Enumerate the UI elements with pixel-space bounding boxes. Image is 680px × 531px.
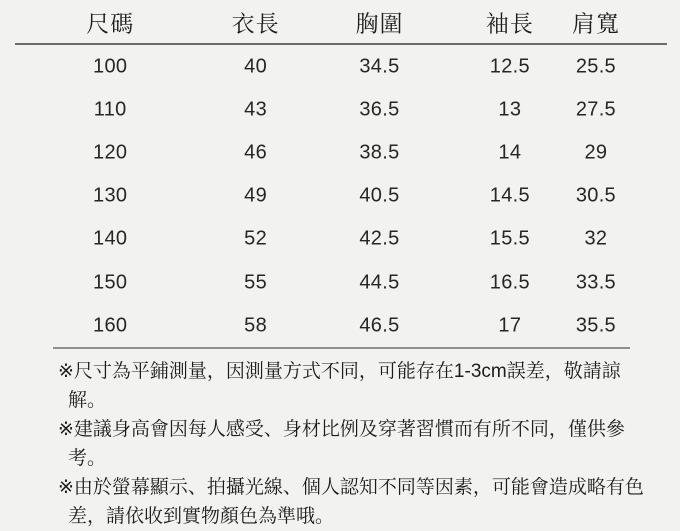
table-cell: 15.5 (489, 227, 530, 250)
table-cell: 32 (584, 227, 608, 250)
table-cell: 140 (93, 227, 128, 250)
table-cell: 35.5 (575, 314, 616, 337)
table-cell: 14 (498, 141, 522, 164)
disclaimer-notes (58, 357, 654, 531)
table-cell: 52 (244, 227, 268, 250)
table-cell: 46.5 (359, 314, 400, 337)
table-row (15, 218, 667, 261)
note-measurement-tolerance: ※尺寸為平鋪測量，因測量方式不同，可能存在1-3cm誤差，敬請諒解。 (58, 361, 621, 411)
table-cell: 130 (93, 184, 128, 207)
header-sleeve: 袖長 (485, 10, 534, 36)
table-row (15, 131, 667, 174)
table-cell: 25.5 (575, 55, 616, 78)
table-cell: 40 (244, 55, 268, 78)
table-cell: 49 (244, 184, 268, 207)
size-chart-table (15, 0, 667, 347)
table-cell: 44.5 (359, 271, 400, 294)
table-row (15, 304, 667, 347)
table-cell: 120 (93, 141, 128, 164)
table-cell: 13 (498, 98, 522, 121)
header-length: 衣長 (231, 10, 280, 36)
header-chest: 胸圍 (355, 10, 404, 36)
table-cell: 30.5 (575, 184, 616, 207)
note-color-difference: ※由於螢幕顯示、拍攝光線、個人認知不同等因素，可能會造成略有色差，請依收到實物顏色為準哦。 (58, 477, 644, 527)
table-cell: 29 (584, 141, 608, 164)
table-cell: 100 (93, 55, 128, 78)
table-cell: 27.5 (575, 98, 616, 121)
table-cell: 40.5 (359, 184, 400, 207)
table-cell: 34.5 (359, 55, 400, 78)
table-header-row (15, 0, 667, 45)
table-row (15, 175, 667, 218)
table-cell: 36.5 (359, 98, 400, 121)
table-row (15, 45, 667, 88)
table-cell: 160 (93, 314, 128, 337)
table-cell: 55 (244, 271, 268, 294)
table-cell: 43 (244, 98, 268, 121)
table-row (15, 88, 667, 131)
table-cell: 46 (244, 141, 268, 164)
table-cell: 110 (93, 98, 127, 121)
table-cell: 12.5 (489, 55, 530, 78)
table-cell: 38.5 (359, 141, 400, 164)
header-size: 尺碼 (86, 10, 135, 36)
table-cell: 14.5 (489, 184, 530, 207)
table-cell: 16.5 (489, 271, 530, 294)
table-cell: 150 (93, 271, 128, 294)
table-bottom-divider (53, 347, 630, 349)
table-row (15, 261, 667, 304)
table-cell: 58 (244, 314, 268, 337)
table-cell: 17 (498, 314, 522, 337)
table-cell: 42.5 (359, 227, 400, 250)
note-height-reference: ※建議身高會因每人感受、身材比例及穿著習慣而有所不同，僅供參考。 (58, 419, 625, 469)
table-cell: 33.5 (575, 271, 616, 294)
header-shoulder: 肩寬 (571, 10, 620, 36)
